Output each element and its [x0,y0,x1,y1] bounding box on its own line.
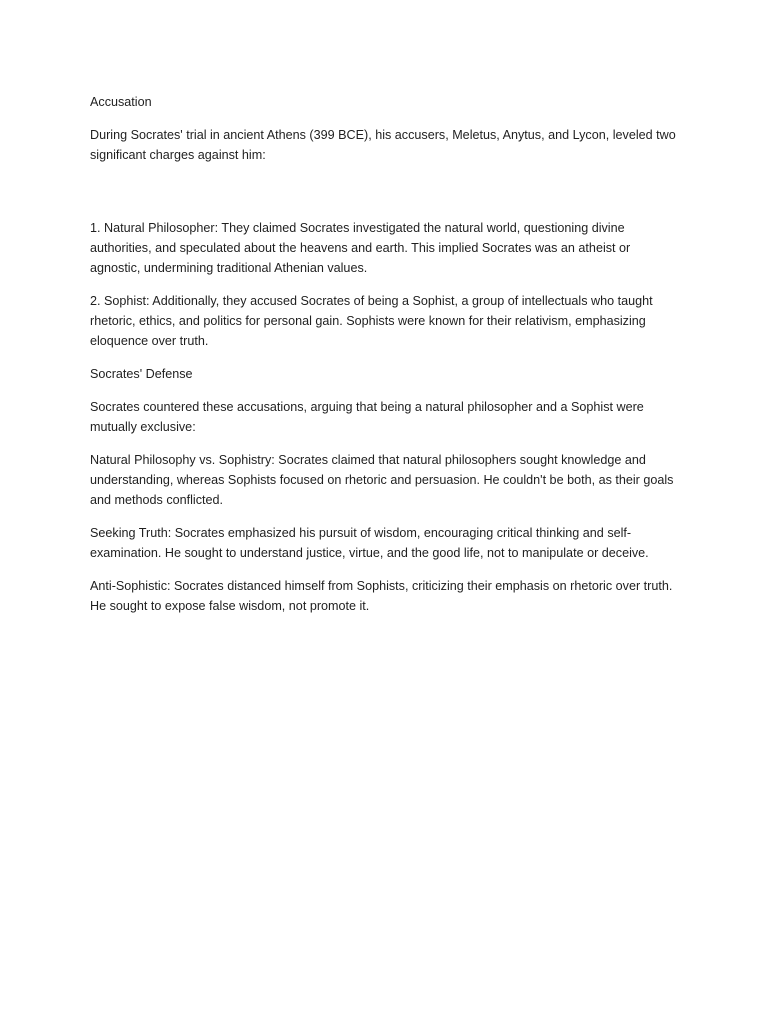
paragraph-philosophy-vs-sophistry: Natural Philosophy vs. Sophistry: Socrates claimed that natural philosophers sought knowledge and understanding, whereas Sophists focused on rhetoric and persuasion. He couldn't be both, as their goals and methods conflicted. [90,453,674,507]
paragraph-natural-philosopher: 1. Natural Philosopher: They claimed Socrates investigated the natural world, questioning divine authorities, and speculated about the heavens and earth. This implied Socrates was an atheist or agnostic, undermining traditional Athenian values. [90,221,631,275]
heading-defense: Socrates' Defense [90,367,193,381]
paragraph-anti-sophistic: Anti-Sophistic: Socrates distanced himself from Sophists, criticizing their emphasis on rhetoric over truth. He sought to expose false wisdom, not promote it. [90,579,673,613]
paragraph-sophist: 2. Sophist: Additionally, they accused Socrates of being a Sophist, a group of intellectuals who taught rhetoric, ethics, and politics for personal gain. Sophists were known for their relativism, emphasizing eloquence over truth. [90,294,653,348]
heading-accusation: Accusation [90,95,152,109]
paragraph-defense-intro: Socrates countered these accusations, arguing that being a natural philosopher and a Sophist were mutually exclusive: [90,400,644,434]
paragraph-intro: During Socrates' trial in ancient Athens (399 BCE), his accusers, Meletus, Anytus, and Lycon, leveled two significant charges against him: [90,128,676,162]
paragraph-seeking-truth: Seeking Truth: Socrates emphasized his pursuit of wisdom, encouraging critical thinking and self-examination. He sought to understand justice, virtue, and the good life, not to manipulate or deceive. [90,526,649,560]
